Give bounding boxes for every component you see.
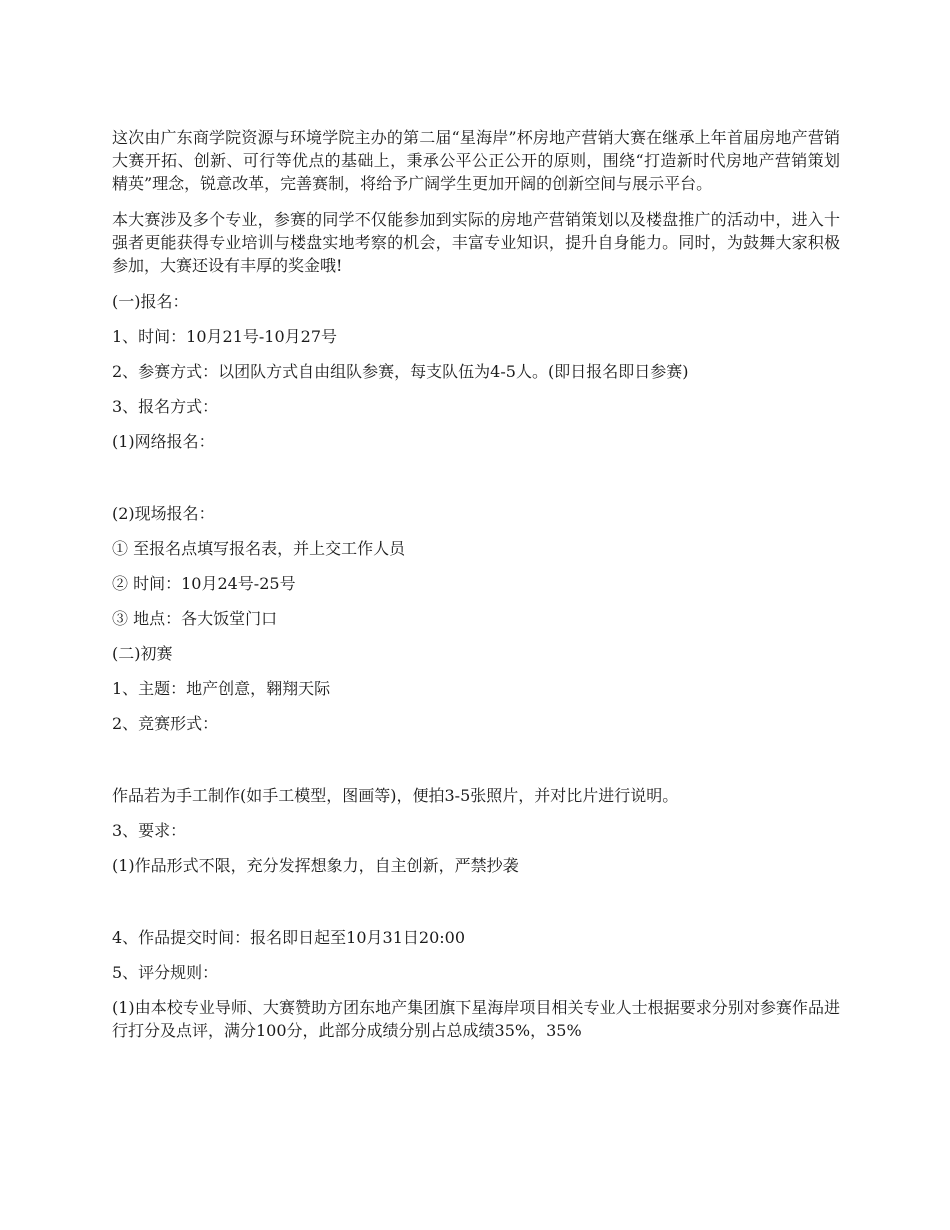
intro-paragraph-1: 这次由广东商学院资源与环境学院主办的第二届“星海岸”杯房地产营销大赛在继承上年首届房地产营销大赛开拓、创新、可行等优点的基础上，秉承公平公正公开的原则，围绕“打造新时代房地产营销策划精英”理念，锐意改革，完善赛制，将给予广阔学生更加开阔的创新空间与展示平台。 (112, 128, 840, 193)
registration-time: 1、时间：10月21号-10月27号 (112, 327, 338, 346)
registration-heading: (一)报名： (112, 292, 189, 311)
preliminary-handmade: 作品若为手工制作(如手工模型，图画等)，便拍3-5张照片，并对比片进行说明。 (112, 786, 679, 805)
blank-gap (112, 889, 840, 926)
document-page (112, 126, 840, 1055)
registration-online: (1)网络报名： (112, 432, 215, 451)
registration-onsite-step-1: ① 至报名点填写报名表，并上交工作人员 (112, 539, 406, 558)
registration-format: 2、参赛方式：以团队方式自由组队参赛，每支队伍为4-5人。(即日报名即日参赛) (112, 362, 689, 381)
registration-method: 3、报名方式： (112, 397, 219, 416)
preliminary-heading: (二)初赛 (112, 644, 173, 663)
preliminary-requirements: 3、要求： (112, 821, 187, 840)
registration-onsite-step-3: ③ 地点：各大饭堂门口 (112, 609, 278, 628)
registration-onsite-step-2: ② 时间：10月24号-25号 (112, 574, 296, 593)
intro-paragraph-2: 本大赛涉及多个专业，参赛的同学不仅能参加到实际的房地产营销策划以及楼盘推广的活动中，进入十强者更能获得专业培训与楼盘实地考察的机会，丰富专业知识，提升自身能力。同时，为鼓舞大家积极参加，大赛还设有丰厚的奖金哦! (112, 210, 840, 275)
preliminary-form: 2、竞赛形式： (112, 714, 219, 733)
blank-gap (112, 465, 840, 502)
preliminary-scoring-1: (1)由本校专业导师、大赛赞助方团东地产集团旗下星海岸项目相关专业人士根据要求分别对参赛作品进行打分及点评，满分100分，此部分成绩分别占总成绩35%，35% (112, 998, 840, 1040)
registration-onsite: (2)现场报名： (112, 504, 215, 523)
preliminary-deadline: 4、作品提交时间：报名即日起至10月31日20:00 (112, 928, 466, 947)
preliminary-requirement-1: (1)作品形式不限，充分发挥想象力，自主创新，严禁抄袭 (112, 856, 519, 875)
blank-gap (112, 747, 840, 784)
preliminary-scoring: 5、评分规则： (112, 963, 219, 982)
preliminary-theme: 1、主题：地产创意，翱翔天际 (112, 679, 331, 698)
